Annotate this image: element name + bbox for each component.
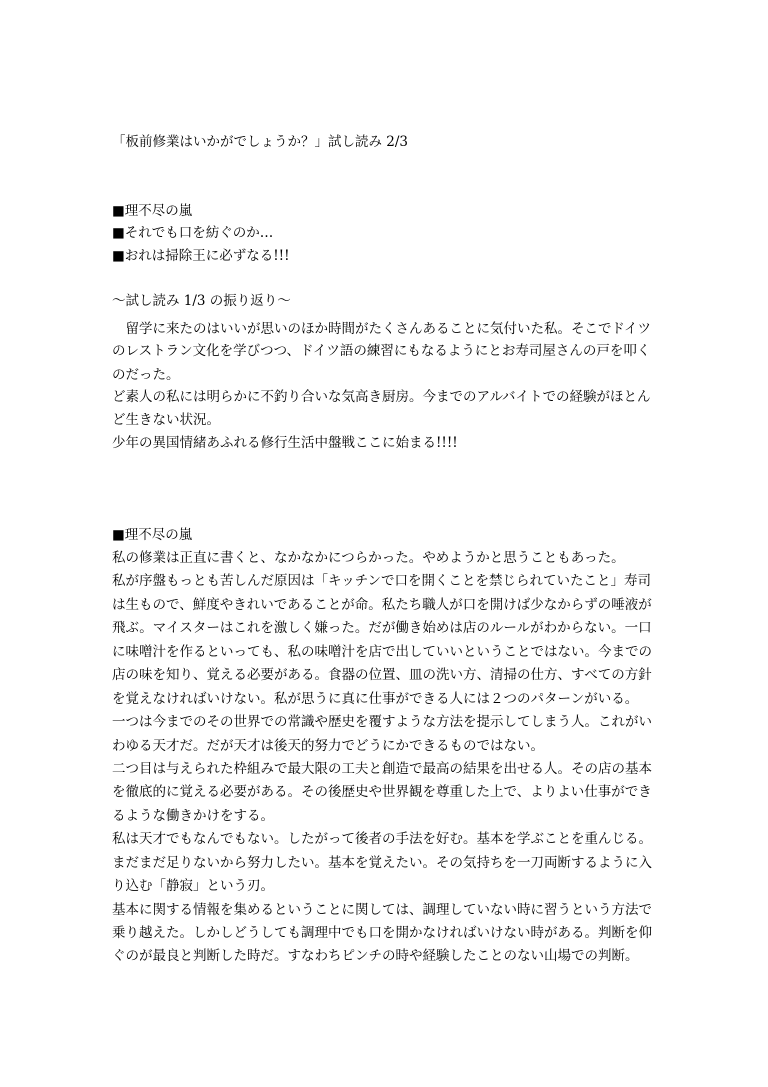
body-line: 私が序盤もっとも苦しんだ原因は「キッチンで口を開くことを禁じられていたこと」寿司 bbox=[112, 573, 652, 589]
body-line: を覚えなければいけない。私が思うに真に仕事ができる人には２つのパターンがいる。 bbox=[112, 691, 639, 707]
body-line: るような働きかけをする。 bbox=[112, 808, 274, 824]
body-line: わゆる天才だ。だが天才は後天的努力でどうにかできるものではない。 bbox=[112, 738, 544, 754]
toc-heading-2: ■それでも口を紡ぐのか… bbox=[112, 225, 274, 241]
body-line: に味噌汁を作るといっても、私の味噌汁を店で出していいということではない。今までの bbox=[112, 644, 652, 660]
recap-heading: 〜試し読み 1/3 の振り返り〜 bbox=[112, 293, 291, 309]
recap-line: のレストラン文化を学びつつ、ドイツ語の練習にもなるようにとお寿司屋さんの戸を叩く bbox=[112, 343, 651, 359]
body-line: 店の味を知り、覚える必要がある。食器の位置、皿の洗い方、清掃の仕方、すべての方針 bbox=[112, 667, 652, 683]
recap-line: 少年の異国情緒あふれる修行生活中盤戦ここに始まる!!!! bbox=[112, 435, 458, 451]
document-title: 「板前修業はいかがでしょうか？」試し読み 2/3 bbox=[112, 134, 409, 150]
body-line: 乗り越えた。しかしどうしても調理中でも口を開かなければいけない時がある。判断を仰 bbox=[112, 925, 652, 941]
body-line: り込む「静寂」という刃。 bbox=[112, 878, 274, 894]
body-line: 二つ目は与えられた枠組みで最大限の工夫と創造で最高の結果を出せる人。その店の基本 bbox=[112, 761, 652, 777]
body-line: は生もので、鮮度やきれいであることが命。私たち職人が口を開けば少なからずの唾液が bbox=[112, 597, 652, 613]
body-line: 私の修業は正直に書くと、なかなかにつらかった。やめようかと思うこともあった。 bbox=[112, 550, 625, 566]
toc-heading-3: ■おれは掃除王に必ずなる!!! bbox=[112, 248, 290, 264]
section-heading: ■理不尽の嵐 bbox=[112, 527, 193, 543]
body-line: ぐのが最良と判断した時だ。すなわちピンチの時や経験したことのない山場での判断。 bbox=[112, 948, 639, 964]
body-line: 基本に関する情報を集めるということに関しては、調理していない時に習うという方法で bbox=[112, 902, 652, 918]
body-line: を徹底的に覚える必要がある。その後歴史や世界観を尊重した上で、よりよい仕事ができ bbox=[112, 784, 652, 800]
body-line: 私は天才でもなんでもない。したがって後者の手法を好む。基本を学ぶことを重んじる。 bbox=[112, 831, 652, 847]
recap-line: のだった。 bbox=[112, 367, 180, 383]
recap-line: ど素人の私には明らかに不釣り合いな気高き厨房。今までのアルバイトでの経験がほとん bbox=[112, 389, 651, 405]
toc-heading-1: ■理不尽の嵐 bbox=[112, 203, 193, 219]
body-line: まだまだ足りないから努力したい。基本を覚えたい。その気持ちを一刀両断するように入 bbox=[112, 855, 652, 871]
recap-line: 留学に来たのはいいが思いのほか時間がたくさんあることに気付いた私。そこでドイツ bbox=[112, 321, 652, 337]
body-line: 一つは今までのその世界での常識や歴史を覆すような方法を提示してしまう人。これがい bbox=[112, 714, 652, 730]
body-line: 飛ぶ。マイスターはこれを激しく嫌った。だが働き始めは店のルールがわからない。一口 bbox=[112, 620, 652, 636]
recap-line: ど生きない状況。 bbox=[112, 412, 220, 428]
